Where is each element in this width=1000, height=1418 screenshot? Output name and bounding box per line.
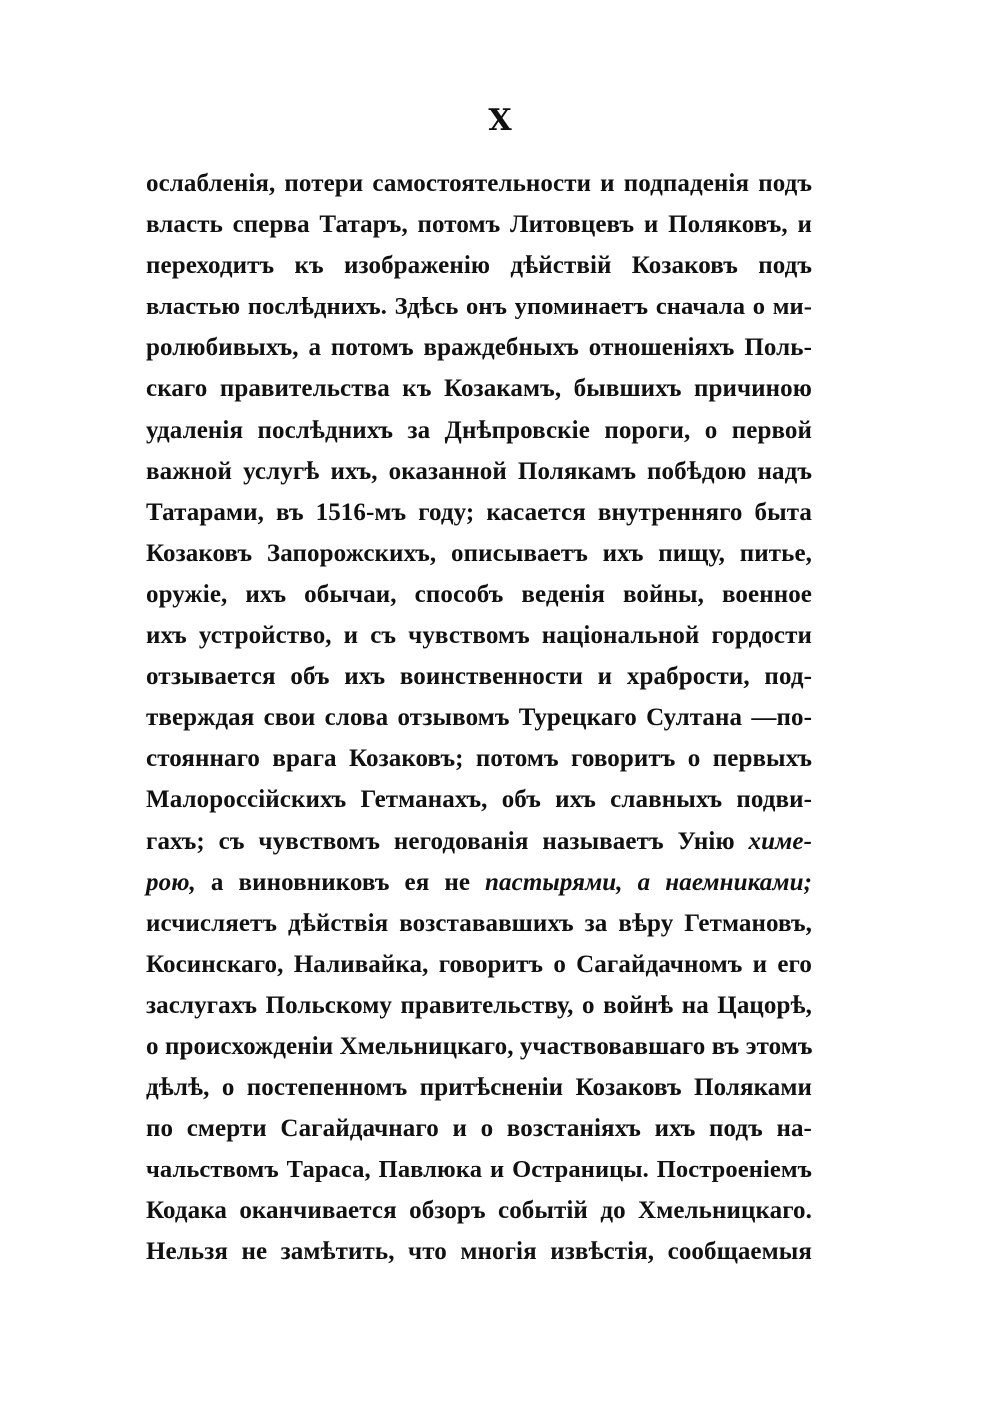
text-line (146, 286, 812, 327)
text-line (146, 903, 812, 944)
text-line (146, 410, 812, 451)
text-segment: Нельзя не замѣтить, что многія извѣстія, сообщаемыя (146, 1238, 812, 1266)
text-segment: ролюбивыхъ, а потомъ враждебныхъ отношеніяхъ Поль- (146, 334, 812, 362)
text-line (146, 451, 812, 492)
text-segment: стояннаго врага Козаковъ; потомъ говоритъ о первыхъ (146, 745, 812, 773)
text-line (146, 656, 812, 697)
text-segment: Татарами, въ 1516-мъ году; касается внутренняго быта (146, 498, 812, 526)
italic-text: рою, (146, 868, 196, 896)
text-line (146, 985, 812, 1026)
italic-text: химе- (748, 827, 812, 855)
text-segment: удаленія послѣднихъ за Днѣпровскіе пороги, о первой (146, 416, 812, 444)
text-line (146, 245, 812, 286)
text-segment: гахъ; съ чувствомъ негодованія называетъ Унію (146, 827, 749, 855)
text-segment: заслугахъ Польскому правительству, о войнѣ на Цацорѣ, (146, 991, 812, 1019)
text-segment: власть сперва Татаръ, потомъ Литовцевъ и Поляковъ, и (146, 211, 812, 239)
text-segment: тверждая свои слова отзывомъ Турецкаго Султана —по- (146, 704, 812, 732)
body-text (146, 163, 812, 1273)
text-line (146, 697, 812, 738)
text-segment: по смерти Сагайдачнаго и о возстаніяхъ ихъ подъ на- (146, 1115, 812, 1143)
text-line (146, 327, 812, 368)
text-segment: о происхожденіи Хмельницкаго, участвовавшаго въ этомъ (146, 1032, 813, 1060)
text-segment: важной услугѣ ихъ, оказанной Полякамъ побѣдою надъ (146, 457, 812, 485)
text-line (146, 779, 812, 820)
text-line (146, 944, 812, 985)
text-line (146, 821, 812, 862)
text-line (146, 1231, 812, 1272)
italic-text: пастырями, а наемниками; (485, 868, 813, 896)
text-line (146, 1108, 812, 1149)
text-line (146, 1190, 812, 1231)
text-segment: Косинскаго, Наливайка, говоритъ о Сагайдачномъ и его (146, 950, 812, 978)
page-number: X (488, 103, 512, 138)
text-line (146, 163, 812, 204)
text-line (146, 862, 812, 903)
text-segment: Малороссійскихъ Гетманахъ, объ ихъ славныхъ подви- (146, 786, 812, 814)
text-segment: переходитъ къ изображенію дѣйствій Козаковъ подъ (146, 252, 812, 280)
text-segment: оружіе, ихъ обычаи, способъ веденія войны, военное (146, 580, 812, 608)
text-line (146, 204, 812, 245)
text-segment: ихъ устройство, и съ чувствомъ національной гордости (146, 622, 812, 650)
text-segment: чальствомъ Тараса, Павлюка и Остраницы. Построеніемъ (146, 1156, 812, 1184)
text-line (146, 1149, 812, 1190)
text-line (146, 615, 812, 656)
text-segment: скаго правительства къ Козакамъ, бывшихъ причиною (146, 375, 812, 403)
text-segment: Кодака оканчивается обзоръ событій до Хмельницкаго. (146, 1197, 812, 1225)
text-line (146, 533, 812, 574)
text-line (146, 368, 812, 409)
text-line (146, 492, 812, 533)
text-line (146, 574, 812, 615)
text-segment: властью послѣднихъ. Здѣсь онъ упоминаетъ сначала о ми- (146, 293, 812, 321)
text-line (146, 738, 812, 779)
text-line (146, 1026, 812, 1067)
text-segment: дѣлѣ, о постепенномъ притѣсненіи Козаковъ Поляками (146, 1074, 812, 1102)
text-segment: ослабленія, потери самостоятельности и подпаденія подъ (146, 170, 812, 197)
text-segment: отзывается объ ихъ воинственности и храбрости, под- (146, 663, 812, 691)
text-segment: исчисляетъ дѣйствія возстававшихъ за вѣру Гетмановъ, (146, 909, 812, 937)
text-segment: а виновниковъ ея не (195, 868, 486, 896)
text-line (146, 1067, 812, 1108)
text-segment: Козаковъ Запорожскихъ, описываетъ ихъ пищу, питье, (146, 539, 812, 567)
